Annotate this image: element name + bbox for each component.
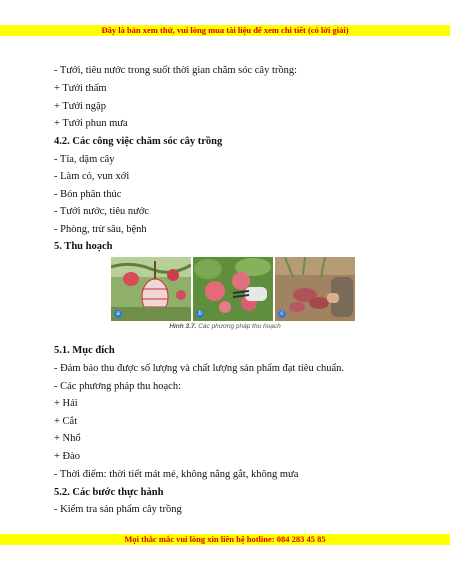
list-item: + Cắt <box>54 416 78 427</box>
list-item: - Làm cỏ, vun xới <box>54 171 130 182</box>
section-heading-4-2: 4.2. Các công việc chăm sóc cây trồng <box>54 136 223 147</box>
photo-cutting-fruit <box>193 257 273 321</box>
list-item: - Bón phân thúc <box>54 189 122 200</box>
section-heading-5-1: 5.1. Mục đích <box>54 345 115 356</box>
list-item: - Tưới, tiêu nước trong suốt thời gian chăm sóc cây trồng: <box>54 65 298 76</box>
section-heading-5: 5. Thu hoạch <box>54 241 113 252</box>
photo-picking-fruit <box>111 257 191 321</box>
header-banner: Đây là bản xem thử, vui lòng mua tài liệu để xem chi tiết (có lời giải) <box>0 25 450 36</box>
list-item: - Phòng, trừ sâu, bệnh <box>54 224 147 235</box>
list-item: - Kiểm tra sản phẩm cây trồng <box>54 504 182 515</box>
harvest-methods-figure <box>111 257 355 321</box>
badge-c: c <box>278 310 286 318</box>
figure-caption-label: Hình 3.7. <box>169 323 197 330</box>
list-item: + Tưới phun mưa <box>54 118 128 129</box>
list-item: - Tưới nước, tiêu nước <box>54 206 150 217</box>
footer-banner: Mọi thắc mắc vui lòng xin liên hệ hotline: 084 283 45 85 <box>0 534 450 545</box>
badge-a: a <box>114 310 122 318</box>
list-item: - Tỉa, dặm cây <box>54 154 115 165</box>
figure-caption <box>0 323 450 330</box>
section-heading-5-2: 5.2. Các bước thực hành <box>54 487 164 498</box>
badge-b: b <box>196 310 204 318</box>
photo-digging-tubers <box>275 257 355 321</box>
list-item: - Đảm bảo thu được số lượng và chất lượng sản phẩm đạt tiêu chuẩn. <box>54 363 345 374</box>
list-item: - Các phương pháp thu hoạch: <box>54 381 182 392</box>
list-item: + Tưới thấm <box>54 83 107 94</box>
list-item: + Hái <box>54 398 78 409</box>
list-item: + Tưới ngập <box>54 101 106 112</box>
list-item: + Nhổ <box>54 433 81 444</box>
list-item: - Thời điểm: thời tiết mát mẻ, không nắng gắt, không mưa <box>54 469 299 480</box>
list-item: + Đào <box>54 451 81 462</box>
figure-caption-text: Các phương pháp thu hoạch <box>198 323 281 330</box>
